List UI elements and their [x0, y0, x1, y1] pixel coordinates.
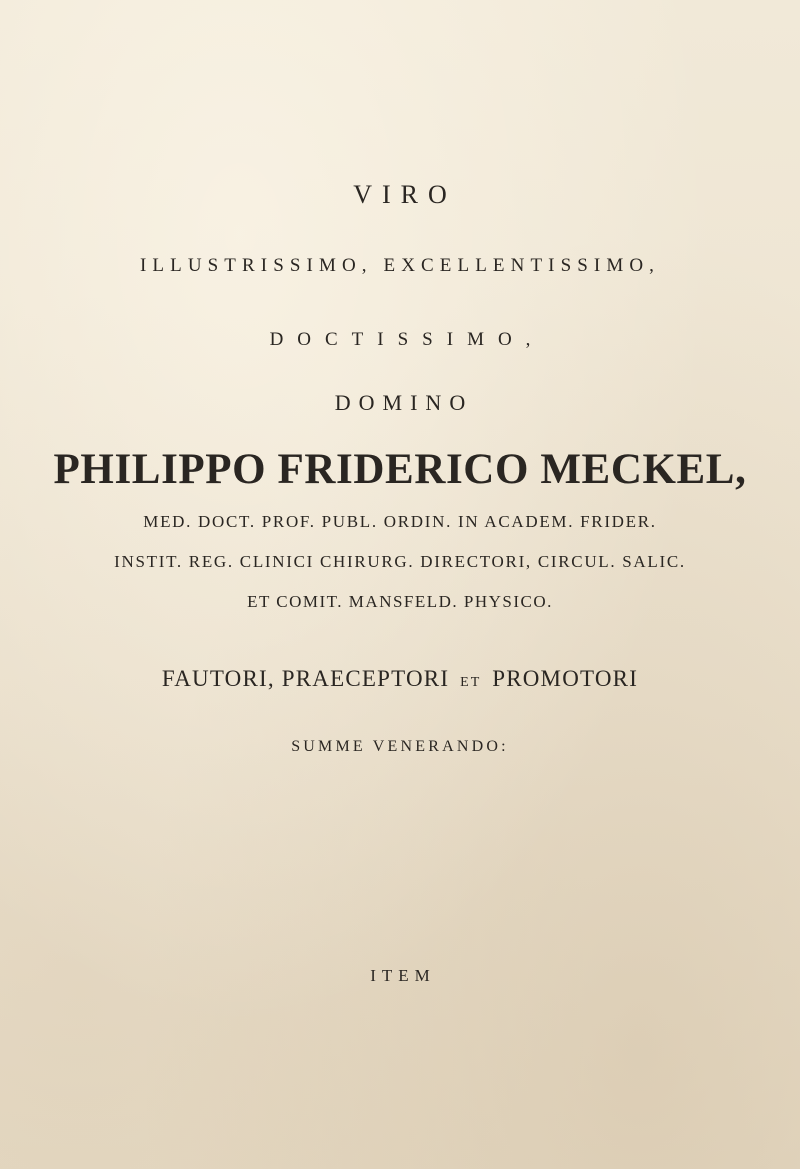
- honorific-titles: ILLUSTRISSIMO, EXCELLENTISSIMO,: [139, 255, 660, 276]
- patron-line-part-1: FAUTORI, PRAECEPTORI: [161, 666, 450, 691]
- patron-line-et: ET: [460, 675, 482, 690]
- credentials-line-3: ET COMIT. MANSFELD. PHYSICO.: [247, 592, 553, 611]
- honorific-doctissimo: DOCTISSIMO,: [269, 329, 545, 350]
- summe-venerando: SUMME VENERANDO:: [291, 738, 509, 755]
- item-heading: ITEM: [370, 966, 436, 985]
- heading-viro: VIRO: [353, 180, 457, 209]
- credentials-line-2: INSTIT. REG. CLINICI CHIRURG. DIRECTORI, CIRCUL. SALIC.: [114, 552, 686, 571]
- patron-line-part-2: PROMOTORI: [492, 666, 639, 691]
- dedicatee-name: PHILIPPO FRIDERICO MECKEL,: [53, 446, 747, 493]
- credentials-line-1: MED. DOCT. PROF. PUBL. ORDIN. IN ACADEM. FRIDER.: [143, 512, 657, 531]
- patron-line: [0, 667, 800, 690]
- heading-domino: DOMINO: [334, 390, 474, 415]
